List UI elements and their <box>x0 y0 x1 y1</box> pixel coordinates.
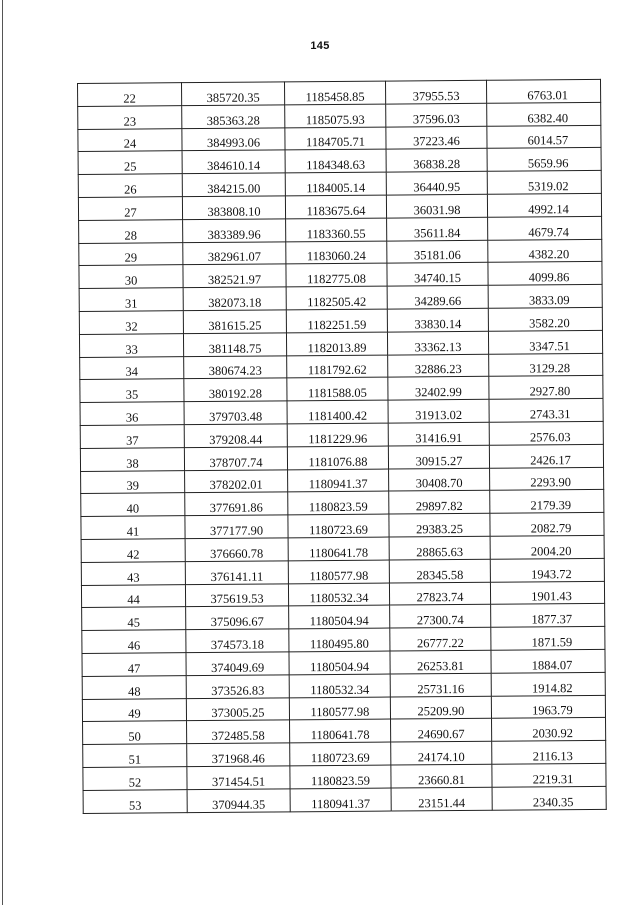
table-cell: 370944.35 <box>187 789 290 813</box>
table-cell: 379208.44 <box>184 424 287 448</box>
table-cell: 52 <box>83 767 187 791</box>
table-cell: 1914.82 <box>491 672 605 696</box>
table-cell: 25731.16 <box>390 673 491 697</box>
table-cell: 37596.03 <box>386 103 487 127</box>
table-cell: 37955.53 <box>385 80 486 104</box>
table-cell: 1181792.62 <box>287 355 388 379</box>
table-cell: 372485.58 <box>187 720 290 744</box>
table-cell: 1181076.88 <box>287 446 388 470</box>
table-cell: 376660.78 <box>185 538 288 562</box>
table-cell: 39 <box>81 470 185 494</box>
table-cell: 2004.20 <box>490 535 604 559</box>
table-cell: 374049.69 <box>186 652 289 676</box>
table-cell: 1877.37 <box>491 604 605 628</box>
table-cell: 377177.90 <box>185 515 288 539</box>
table-cell: 1184705.71 <box>285 127 386 151</box>
table-cell: 42 <box>81 539 185 563</box>
table-cell: 48 <box>82 675 186 699</box>
table-cell: 1871.59 <box>491 626 605 650</box>
table-cell: 371454.51 <box>187 766 290 790</box>
table-cell: 1943.72 <box>490 558 604 582</box>
table-cell: 27 <box>78 197 182 221</box>
table-cell: 4992.14 <box>487 193 601 217</box>
table-cell: 1180495.80 <box>289 628 390 652</box>
table-cell: 2927.80 <box>489 376 603 400</box>
table-cell: 376141.11 <box>185 561 288 585</box>
table-cell: 1180941.37 <box>290 788 391 812</box>
table-cell: 2743.31 <box>489 399 603 423</box>
table-cell: 27300.74 <box>390 605 491 629</box>
table-cell: 40 <box>81 493 185 517</box>
table-cell: 1182505.42 <box>286 286 387 310</box>
table-cell: 380674.23 <box>184 355 287 379</box>
table-cell: 32402.99 <box>388 377 489 401</box>
table-cell: 1963.79 <box>491 695 605 719</box>
table-cell: 6382.40 <box>487 102 601 126</box>
table-cell: 35611.84 <box>387 217 488 241</box>
table-cell: 29897.82 <box>389 491 490 515</box>
table-cell: 381148.75 <box>183 333 286 357</box>
table-cell: 46 <box>82 630 186 654</box>
table-cell: 1180823.59 <box>290 765 391 789</box>
table-cell: 1180532.34 <box>288 583 389 607</box>
table-cell: 29383.25 <box>389 513 490 537</box>
table-cell: 2082.79 <box>490 513 604 537</box>
table-cell: 371968.46 <box>187 743 290 767</box>
table-row <box>83 786 606 813</box>
table-cell: 381615.25 <box>183 310 286 334</box>
table-cell: 378202.01 <box>185 469 288 493</box>
table-cell: 1183060.24 <box>286 241 387 265</box>
table-cell: 36838.28 <box>386 149 487 173</box>
table-cell: 1185458.85 <box>284 81 385 105</box>
table-cell: 1184005.14 <box>285 172 386 196</box>
table-cell: 385720.35 <box>182 82 285 106</box>
data-table <box>77 79 607 814</box>
table-cell: 32 <box>79 311 183 335</box>
table-cell: 23660.81 <box>391 764 492 788</box>
table-cell: 1180532.34 <box>289 674 390 698</box>
table-cell: 3347.51 <box>488 330 602 354</box>
table-cell: 49 <box>82 698 186 722</box>
table-cell: 2030.92 <box>492 718 606 742</box>
table-cell: 25209.90 <box>390 696 491 720</box>
table-cell: 50 <box>83 721 187 745</box>
table-cell: 1180577.98 <box>289 697 390 721</box>
table-cell: 28 <box>79 219 183 243</box>
table-cell: 38 <box>80 447 184 471</box>
table-cell: 380192.28 <box>184 378 287 402</box>
page-number: 145 <box>310 40 330 52</box>
table-cell: 1182775.08 <box>286 263 387 287</box>
table-cell: 384215.00 <box>182 173 285 197</box>
data-table-body <box>78 79 607 813</box>
table-cell: 1180723.69 <box>288 514 389 538</box>
table-cell: 373526.83 <box>186 675 289 699</box>
table-cell: 3833.09 <box>488 285 602 309</box>
table-cell: 26253.81 <box>390 650 491 674</box>
table-cell: 25 <box>78 151 182 175</box>
table-cell: 36440.95 <box>386 171 487 195</box>
table-cell: 33 <box>79 333 183 357</box>
table-cell: 1180941.37 <box>288 469 389 493</box>
table-cell: 1180504.94 <box>289 605 390 629</box>
table-cell: 31913.02 <box>388 399 489 423</box>
table-cell: 29 <box>79 242 183 266</box>
table-cell: 33830.14 <box>387 308 488 332</box>
table-cell: 2426.17 <box>489 444 603 468</box>
table-cell: 384610.14 <box>182 150 285 174</box>
table-cell: 1180504.94 <box>289 651 390 675</box>
table-cell: 373005.25 <box>186 697 289 721</box>
table-cell: 32886.23 <box>388 354 489 378</box>
table-cell: 30 <box>79 265 183 289</box>
table-cell: 34740.15 <box>387 263 488 287</box>
table-cell: 30408.70 <box>389 468 490 492</box>
table-cell: 1180823.59 <box>288 491 389 515</box>
table-cell: 36 <box>80 402 184 426</box>
table-cell: 34 <box>80 356 184 380</box>
table-cell: 383808.10 <box>182 196 285 220</box>
table-cell: 1180641.78 <box>290 719 391 743</box>
table-cell: 5659.96 <box>487 148 601 172</box>
table-cell: 23151.44 <box>391 787 492 811</box>
table-cell: 31 <box>79 288 183 312</box>
table-cell: 45 <box>82 607 186 631</box>
table-cell: 1181229.96 <box>287 423 388 447</box>
table-cell: 378707.74 <box>184 447 287 471</box>
table-cell: 23 <box>78 105 182 129</box>
table-cell: 51 <box>83 744 187 768</box>
table-cell: 1183675.64 <box>285 195 386 219</box>
table-cell: 53 <box>83 789 187 813</box>
table-cell: 384993.06 <box>182 127 285 151</box>
table-cell: 43 <box>81 561 185 585</box>
table-cell: 35181.06 <box>387 240 488 264</box>
table-cell: 1185075.93 <box>285 104 386 128</box>
table-cell: 36031.98 <box>386 194 487 218</box>
table-cell: 22 <box>78 83 182 107</box>
table-cell: 35 <box>80 379 184 403</box>
table-cell: 2116.13 <box>492 740 606 764</box>
table-cell: 1182013.89 <box>286 332 387 356</box>
table-cell: 28865.63 <box>389 536 490 560</box>
table-cell: 374573.18 <box>186 629 289 653</box>
table-cell: 1181400.42 <box>287 400 388 424</box>
table-cell: 47 <box>82 653 186 677</box>
table-cell: 26 <box>78 174 182 198</box>
table-cell: 2340.35 <box>492 786 606 810</box>
table-cell: 1180577.98 <box>288 560 389 584</box>
table-cell: 2179.39 <box>490 490 604 514</box>
table-cell: 1884.07 <box>491 649 605 673</box>
table-cell: 4099.86 <box>488 262 602 286</box>
table-cell: 1184348.63 <box>285 149 386 173</box>
table-cell: 4679.74 <box>488 216 602 240</box>
table-cell: 1180641.78 <box>288 537 389 561</box>
table-cell: 24690.67 <box>391 719 492 743</box>
table-cell: 30915.27 <box>388 445 489 469</box>
table-cell: 33362.13 <box>387 331 488 355</box>
table-cell: 2219.31 <box>492 763 606 787</box>
table-cell: 24 <box>78 128 182 152</box>
table-cell: 1180723.69 <box>290 742 391 766</box>
table-cell: 24174.10 <box>391 741 492 765</box>
table-cell: 1182251.59 <box>286 309 387 333</box>
page-edge-line <box>2 0 3 905</box>
table-cell: 382073.18 <box>183 287 286 311</box>
table-cell: 383389.96 <box>183 219 286 243</box>
table-cell: 6014.57 <box>487 125 601 149</box>
table-cell: 385363.28 <box>182 105 285 129</box>
table-cell: 5319.02 <box>487 171 601 195</box>
table-cell: 2576.03 <box>489 421 603 445</box>
table-cell: 379703.48 <box>184 401 287 425</box>
table-cell: 2293.90 <box>490 467 604 491</box>
table-cell: 3129.28 <box>489 353 603 377</box>
table-cell: 375096.67 <box>186 606 289 630</box>
table-cell: 1181588.05 <box>287 377 388 401</box>
table-cell: 28345.58 <box>389 559 490 583</box>
table-cell: 1901.43 <box>490 581 604 605</box>
table-cell: 375619.53 <box>185 583 288 607</box>
table-cell: 377691.86 <box>185 492 288 516</box>
table-cell: 44 <box>81 584 185 608</box>
table-cell: 34289.66 <box>387 285 488 309</box>
table-cell: 41 <box>81 516 185 540</box>
table-cell: 27823.74 <box>389 582 490 606</box>
table-cell: 37223.46 <box>386 126 487 150</box>
table-cell: 31416.91 <box>388 422 489 446</box>
table-cell: 382521.97 <box>183 264 286 288</box>
table-cell: 382961.07 <box>183 241 286 265</box>
table-cell: 4382.20 <box>488 239 602 263</box>
table-cell: 3582.20 <box>488 307 602 331</box>
table-cell: 6763.01 <box>486 79 600 103</box>
table-cell: 1183360.55 <box>286 218 387 242</box>
table-cell: 37 <box>80 425 184 449</box>
table-cell: 26777.22 <box>390 627 491 651</box>
